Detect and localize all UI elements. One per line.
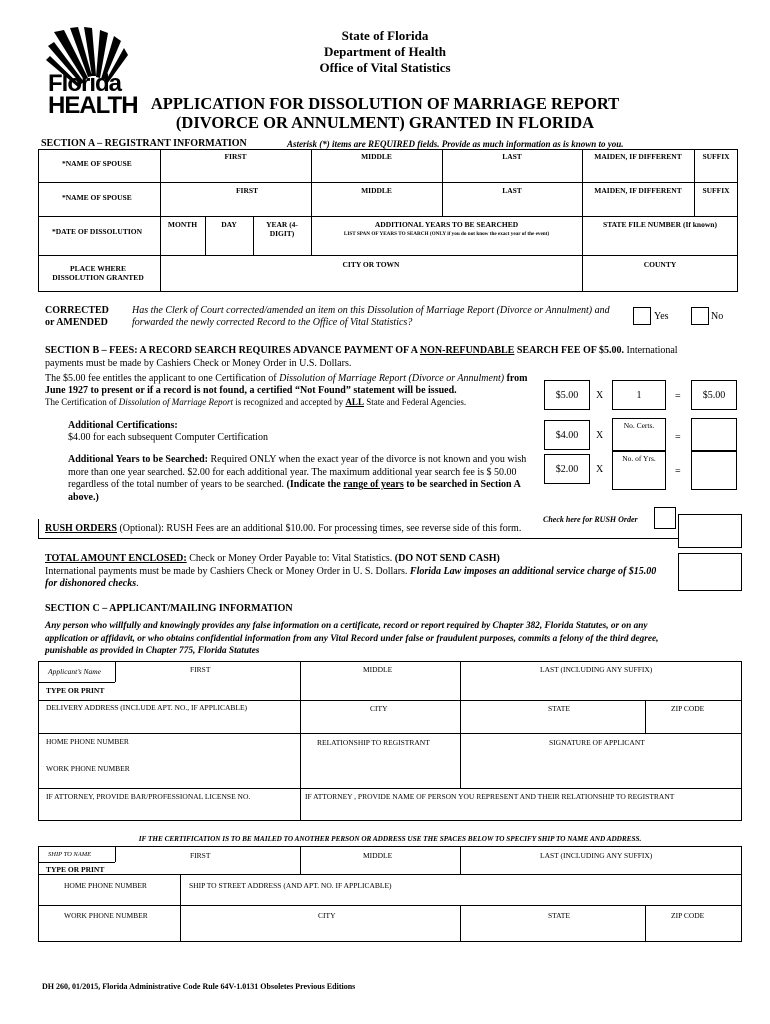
- cert-fee-x: X: [596, 430, 604, 441]
- ship-home-phone-input[interactable]: [39, 891, 179, 904]
- spouse1-label: *NAME OF SPOUSE: [62, 159, 132, 168]
- search-fee-text: SEARCH FEE OF $5.00.: [514, 345, 624, 356]
- ship-zip-input[interactable]: [646, 921, 741, 941]
- required-note: Asterisk (*) items are REQUIRED fields. Provide as much information as is known to you.: [287, 139, 624, 149]
- non-refundable-text: NON-REFUNDABLE: [419, 345, 515, 356]
- total-amount-text: TOTAL AMOUNT ENCLOSED: Check or Money Order Payable to: Vital Statistics. (DO NOT SEND CASH) International payments must be made by Cashiers Check or Money Order in U. S. Dollars. Florida Law imposes an additional service charge of $15.00 for dishonored checks.: [45, 553, 657, 589]
- international-text: International: [624, 345, 678, 356]
- additional-years-text: Additional Years to be Searched: Required ONLY when the exact year of the divorce is not known and you wish more than one year searched. $2.00 for each additional year. The maximum additional year search fee is $ 50.00 regardless of the total number of years to be searched. (Indicate the range of years to be searched in Section A above.): [68, 454, 527, 503]
- base-fee-price: $5.00: [555, 390, 579, 401]
- ship-to-name-label: SHIP TO NAME: [48, 851, 92, 858]
- home-phone-input[interactable]: [39, 747, 299, 760]
- attorney-represent-label: IF ATTORNEY , PROVIDE NAME OF PERSON YOU REPRESENT AND THEIR RELATIONSHIP TO REGISTRANT: [305, 792, 675, 801]
- fee-text-line1: The $5.00 fee entitles the applicant to one Certification of Dissolution of Marriage Report (Divorce or Annulment) from: [45, 373, 528, 384]
- corrected-yes-label: Yes: [654, 311, 669, 322]
- base-fee-total: $5.00: [702, 390, 726, 401]
- relationship-label: RELATIONSHIP TO REGISTRANT: [317, 738, 430, 747]
- section-b-title: [45, 345, 735, 356]
- applicants-name-label: Applicant’s Name: [48, 667, 101, 676]
- header-state: State of Florida: [341, 28, 429, 43]
- spouse2-suffix-label: SUFFIX: [702, 186, 730, 195]
- ship-type-or-print-label: TYPE OR PRINT: [46, 865, 105, 874]
- fee-text-line2: June 1927 to present or if a record is not found, a certified “Not Found” statement will be issued.: [45, 385, 457, 396]
- zip-label: ZIP CODE: [671, 704, 705, 713]
- city-input[interactable]: [301, 713, 459, 732]
- ship-home-phone-label: HOME PHONE NUMBER: [64, 881, 147, 890]
- spouse2-suffix-input[interactable]: [695, 196, 737, 215]
- attorney-license-input[interactable]: [39, 802, 299, 820]
- international-payments-text: payments must be made by Cashiers Check or Money Order in U.S. Dollars.: [45, 358, 352, 369]
- spouse1-first-input[interactable]: [161, 162, 310, 181]
- applicant-middle-label: MIDDLE: [363, 665, 393, 674]
- additional-certs-title: Additional Certifications:: [68, 420, 178, 431]
- ship-middle-label: MIDDLE: [363, 851, 393, 860]
- relationship-input[interactable]: [301, 747, 459, 787]
- ship-last-input[interactable]: [461, 861, 741, 873]
- ship-street-input[interactable]: [181, 891, 741, 904]
- ship-last-label: LAST (INCLUDING ANY SUFFIX): [540, 851, 653, 860]
- spouse1-suffix-input[interactable]: [695, 162, 737, 181]
- state-input[interactable]: [461, 713, 644, 732]
- city-or-town-input[interactable]: [161, 270, 581, 291]
- attorney-license-label: IF ATTORNEY, PROVIDE BAR/PROFESSIONAL LICENSE NO.: [46, 792, 251, 801]
- base-fee-x: X: [596, 390, 604, 401]
- ship-state-input[interactable]: [461, 921, 644, 941]
- spouse1-suffix-label: SUFFIX: [702, 152, 730, 161]
- years-fee-price: $2.00: [555, 464, 579, 475]
- state-file-number-input[interactable]: [583, 232, 737, 254]
- county-label: COUNTY: [643, 260, 677, 269]
- header-department: Department of Health: [323, 44, 447, 59]
- delivery-address-label: DELIVERY ADDRESS (INCLUDE APT. NO., IF APPLICABLE): [46, 703, 248, 712]
- ship-work-phone-input[interactable]: [39, 921, 179, 941]
- section-c-title: SECTION C – APPLICANT/MAILING INFORMATION: [45, 603, 293, 614]
- years-total-box[interactable]: [691, 450, 737, 490]
- applicant-last-label: LAST (INCLUDING ANY SUFFIX): [540, 665, 653, 674]
- additional-years-label: ADDITIONAL YEARS TO BE SEARCHED: [374, 220, 519, 229]
- base-fee-qty: 1: [636, 390, 642, 401]
- additional-certs-text: $4.00 for each subsequent Computer Certification: [68, 432, 268, 443]
- applicant-first-input[interactable]: [116, 675, 299, 699]
- corrected-label: CORRECTED: [45, 305, 109, 316]
- logo-text-health: HEALTH: [48, 92, 138, 119]
- work-phone-input[interactable]: [39, 774, 299, 787]
- zip-input[interactable]: [646, 713, 741, 732]
- ship-to-note: IF THE CERTIFICATION IS TO BE MAILED TO ANOTHER PERSON OR ADDRESS USE THE SPACES BELOW TO SPECIFY SHIP TO NAME AND ADDRESS.: [138, 835, 642, 843]
- day-input[interactable]: [206, 232, 252, 254]
- spouse2-first-label: FIRST: [235, 186, 259, 195]
- signature-input[interactable]: [461, 747, 741, 787]
- form-title-line2: (DIVORCE OR ANNULMENT) GRANTED IN FLORIDA: [175, 113, 595, 132]
- state-file-number-label: STATE FILE NUMBER (If known): [603, 220, 717, 229]
- cert-fee-equals: =: [675, 432, 681, 443]
- ship-zip-label: ZIP CODE: [671, 911, 705, 920]
- base-fee-equals: =: [675, 391, 681, 402]
- ship-first-label: FIRST: [190, 851, 211, 860]
- date-of-dissolution-label: *DATE OF DISSOLUTION: [52, 227, 143, 236]
- spouse2-middle-label: MIDDLE: [361, 186, 392, 195]
- ship-work-phone-label: WORK PHONE NUMBER: [64, 911, 148, 920]
- cert-total-box[interactable]: [691, 418, 737, 452]
- ship-street-label: SHIP TO STREET ADDRESS (AND APT. NO. IF APPLICABLE): [189, 881, 392, 890]
- years-qty-label: No. of Yrs.: [622, 454, 656, 463]
- place-where-label: PLACE WHERE DISSOLUTION GRANTED: [52, 264, 144, 282]
- years-fee-equals: =: [675, 466, 681, 477]
- section-b-title-text: SECTION B – FEES: A RECORD SEARCH REQUIRES ADVANCE PAYMENT OF A: [45, 345, 420, 356]
- false-info-warning: Any person who willfully and knowingly provides any false information on a certificate, record or report required by Chapter 382, Florida Statutes, or on any application or affidavit, or who obtains confidential information from any Vital Record under false or fraudulent purposes, commits a felony of the third degree, punishable as provided in Chapter 775, Florida Statutes: [45, 621, 659, 656]
- rush-fee-box[interactable]: [678, 514, 742, 548]
- spouse2-middle-input[interactable]: [312, 196, 441, 215]
- years-fee-x: X: [596, 464, 604, 475]
- additional-years-input[interactable]: [312, 240, 581, 254]
- florida-health-logo: [44, 26, 136, 118]
- city-or-town-label: CITY OR TOWN: [342, 260, 400, 269]
- spouse2-last-input[interactable]: [443, 196, 581, 215]
- applicant-first-label: FIRST: [190, 665, 211, 674]
- spouse1-middle-input[interactable]: [312, 162, 441, 181]
- ship-city-input[interactable]: [181, 921, 459, 941]
- spouse2-maiden-input[interactable]: [583, 196, 693, 215]
- signature-label: SIGNATURE OF APPLICANT: [549, 738, 645, 747]
- rush-orders-text: RUSH ORDERS (Optional): RUSH Fees are an additional $10.00. For processing times, see reverse side of this form.: [45, 523, 522, 534]
- cert-fee-price: $4.00: [555, 430, 579, 441]
- spouse1-first-label: FIRST: [224, 152, 247, 161]
- spouse1-middle-label: MIDDLE: [361, 152, 392, 161]
- applicant-middle-input[interactable]: [301, 675, 459, 699]
- form-footer: DH 260, 01/2015, Florida Administrative Code Rule 64V-1.0131 Obsoletes Previous Editions: [42, 982, 356, 991]
- city-label: CITY: [370, 704, 388, 713]
- attorney-represent-input[interactable]: [301, 802, 741, 820]
- spouse2-maiden-label: MAIDEN, IF DIFFERENT: [594, 186, 682, 195]
- ship-middle-input[interactable]: [301, 861, 459, 873]
- rush-order-checkbox[interactable]: [654, 507, 676, 529]
- home-phone-label: HOME PHONE NUMBER: [46, 737, 129, 746]
- spouse1-last-input[interactable]: [443, 162, 581, 181]
- spouse1-maiden-input[interactable]: [583, 162, 693, 181]
- year-input[interactable]: [254, 240, 310, 254]
- fee-text-line3: The Certification of Dissolution of Marriage Report is recognized and accepted by ALL State and Federal Agencies.: [45, 397, 467, 407]
- year-label: YEAR (4-DIGIT): [266, 220, 298, 238]
- month-input[interactable]: [161, 232, 204, 254]
- spouse2-first-input[interactable]: [161, 196, 310, 215]
- corrected-question: Has the Clerk of Court corrected/amended an item on this Dissolution of Marriage Report (Divorce or Annulment) and forwarded the newly corrected Record to the Office of Vital Statistics?: [132, 305, 610, 328]
- ship-state-label: STATE: [548, 911, 570, 920]
- rush-check-label: Check here for RUSH Order: [543, 515, 638, 524]
- day-label: DAY: [221, 220, 237, 229]
- corrected-no-checkbox[interactable]: [691, 307, 709, 325]
- section-a-title: SECTION A – REGISTRANT INFORMATION: [41, 138, 247, 149]
- amended-label: or AMENDED: [45, 317, 108, 328]
- spouse1-last-label: LAST: [502, 152, 522, 161]
- spouse1-maiden-label: MAIDEN, IF DIFFERENT: [594, 152, 682, 161]
- ship-first-input[interactable]: [116, 861, 299, 873]
- month-label: MONTH: [167, 220, 198, 229]
- county-input[interactable]: [583, 270, 737, 291]
- form-title-line1: APPLICATION FOR DISSOLUTION OF MARRIAGE REPORT: [150, 94, 620, 113]
- header-office: Office of Vital Statistics: [319, 60, 451, 75]
- applicant-last-input[interactable]: [461, 675, 741, 699]
- corrected-yes-checkbox[interactable]: [633, 307, 651, 325]
- additional-years-note: LIST SPAN OF YEARS TO SEARCH (ONLY if you do not know the exact year of the event): [343, 231, 550, 237]
- delivery-address-input[interactable]: [39, 713, 299, 732]
- logo-text-florida: Florida: [48, 70, 122, 97]
- total-amount-box[interactable]: [678, 553, 742, 591]
- cert-qty-label: No. Certs.: [623, 421, 655, 430]
- state-label: STATE: [548, 704, 570, 713]
- type-or-print-label: TYPE OR PRINT: [46, 686, 105, 695]
- spouse2-last-label: LAST: [502, 186, 522, 195]
- spouse2-label: *NAME OF SPOUSE: [62, 193, 132, 202]
- corrected-no-label: No: [711, 311, 724, 322]
- work-phone-label: WORK PHONE NUMBER: [46, 764, 130, 773]
- ship-city-label: CITY: [318, 911, 336, 920]
